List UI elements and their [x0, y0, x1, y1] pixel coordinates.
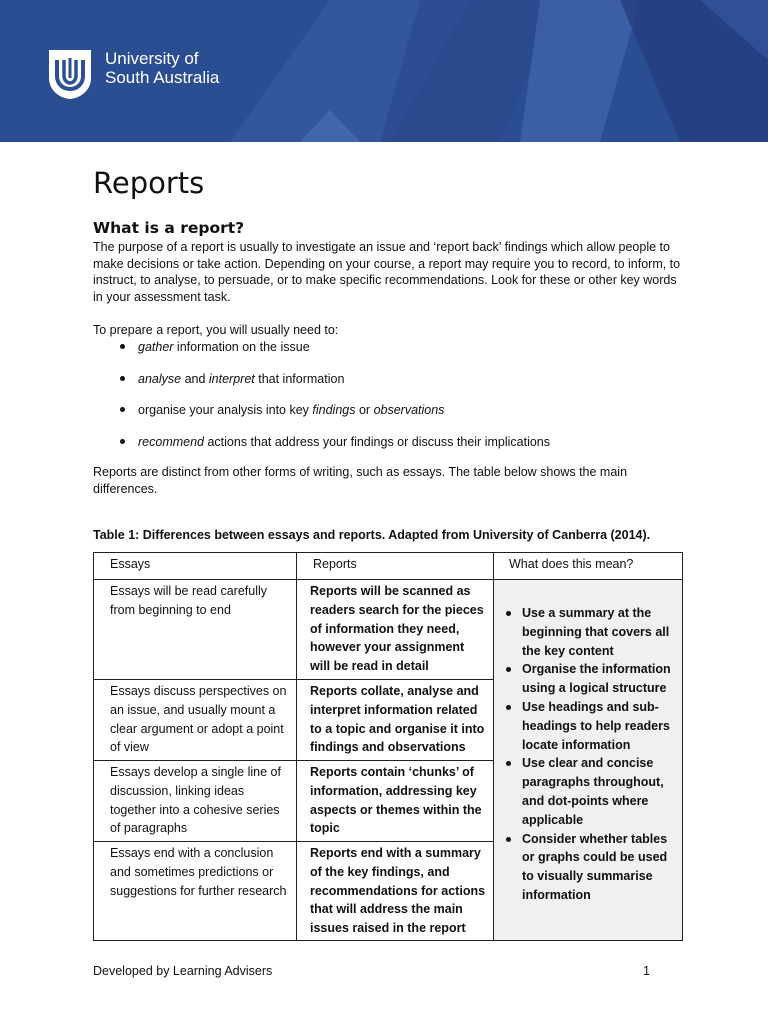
- comparison-table: [93, 552, 683, 941]
- list-item: Use headings and sub-headings to help readers locate information: [494, 698, 682, 754]
- footer-credit: Developed by Learning Advisers: [93, 964, 273, 978]
- meaning-cell: [494, 580, 683, 941]
- list-item: Organise the information using a logical structure: [494, 660, 682, 698]
- page-title: Reports: [93, 166, 205, 200]
- intro-paragraph: The purpose of a report is usually to investigate an issue and ‘report back’ findings which allow people to make decisions or take action. Depending on your course, a report may require you to record, to inform, to instruct, to analyse, to persuade, or to make specific recommendations. Look for these or other key words in your assessment task.: [93, 240, 681, 304]
- report-cell: Reports will be scanned as readers search for the pieces of information they need, however your assignment will be read in detail: [297, 580, 494, 680]
- page-number: 1: [643, 964, 650, 978]
- university-name-line2: South Australia: [105, 68, 220, 87]
- list-item: Consider whether tables or graphs could be used to visually summarise information: [494, 830, 682, 905]
- header-banner: [0, 0, 768, 142]
- university-name-line1: University of: [105, 49, 199, 68]
- essay-cell: Essays discuss perspectives on an issue, and usually mount a clear argument or adopt a point of view: [94, 680, 297, 761]
- column-header-essays: Essays: [94, 553, 297, 580]
- table-caption: Table 1: Differences between essays and reports. Adapted from University of Canberra (2014).: [93, 528, 651, 542]
- report-cell: Reports end with a summary of the key findings, and recommendations for actions that will address the main issues raised in the report: [297, 842, 494, 941]
- table-row: [94, 580, 683, 680]
- list-item: Use clear and concise paragraphs throughout, and dot-points where applicable: [494, 754, 682, 829]
- table-header-row: [94, 553, 683, 580]
- meaning-list: [494, 604, 682, 905]
- section-heading: What is a report?: [93, 219, 245, 237]
- prepare-intro: To prepare a report, you will usually need to:: [93, 323, 339, 337]
- list-item: analyse and interpret that information: [93, 371, 683, 403]
- column-header-meaning: What does this mean?: [494, 553, 683, 580]
- university-name: [105, 49, 219, 87]
- list-item: gather information on the issue: [93, 339, 683, 371]
- essay-cell: Essays will be read carefully from beginning to end: [94, 580, 297, 680]
- essay-cell: Essays develop a single line of discussion, linking ideas together into a cohesive series of paragraphs: [94, 761, 297, 842]
- report-cell: Reports contain ‘chunks’ of information, addressing key aspects or themes within the topic: [297, 761, 494, 842]
- prepare-steps-list: [93, 339, 683, 465]
- distinct-paragraph: Reports are distinct from other forms of writing, such as essays. The table below shows the main differences.: [93, 465, 628, 496]
- list-item: recommend actions that address your findings or discuss their implications: [93, 434, 683, 466]
- list-item: organise your analysis into key findings or observations: [93, 402, 683, 434]
- report-cell: Reports collate, analyse and interpret information related to a topic and organise it into findings and observations: [297, 680, 494, 761]
- unisa-shield-logo-icon: [47, 48, 93, 100]
- essay-cell: Essays end with a conclusion and sometimes predictions or suggestions for further research: [94, 842, 297, 941]
- column-header-reports: Reports: [297, 553, 494, 580]
- list-item: Use a summary at the beginning that covers all the key content: [494, 604, 682, 660]
